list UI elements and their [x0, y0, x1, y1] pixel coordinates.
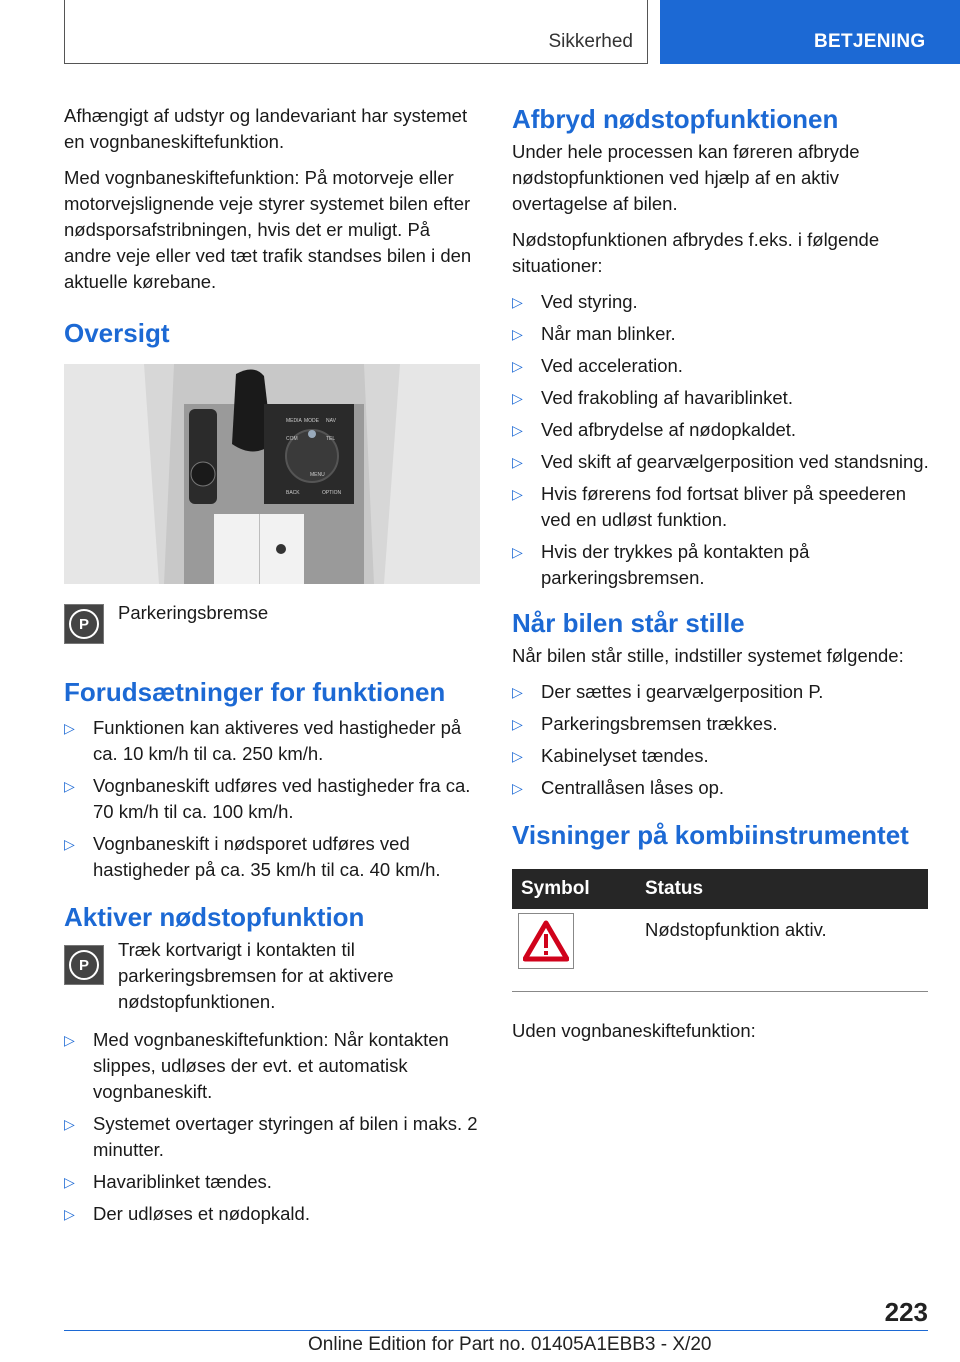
right-column: [512, 103, 930, 1054]
list-item: ▷ Vognbaneskift udføres ved hastigheder fra ca. 70 km/h til ca. 100 km/h.: [64, 775, 471, 822]
list-item: ▷ Ved frakobling af havariblinket.: [512, 385, 930, 411]
symbol-cell: [512, 909, 636, 992]
activate-heading: Aktiver nødstopfunktion: [64, 902, 365, 932]
warning-triangle-icon: [518, 913, 574, 969]
bullet-arrow-icon: ▷: [512, 294, 523, 310]
stopped-heading: Når bilen står stille: [512, 608, 745, 638]
activate-list: [64, 1027, 482, 1227]
list-item: ▷ Der sættes i gearvælgerposition P.: [512, 679, 930, 705]
page-number: 223: [884, 1297, 928, 1327]
header-box: [64, 0, 648, 64]
prerequisites-heading: Forudsætninger for funktionen: [64, 677, 446, 707]
cancel-heading: Afbryd nødstopfunktionen: [512, 104, 839, 134]
bullet-arrow-icon: ▷: [512, 486, 523, 502]
bullet-arrow-icon: ▷: [64, 836, 75, 852]
footer-edition: Online Edition for Part no. 01405A1EBB3 - X/20: [308, 1334, 712, 1355]
display-heading: Visninger på kombiinstrumentet: [512, 820, 909, 850]
bullet-arrow-icon: ▷: [512, 684, 523, 700]
stopped-paragraph: Når bilen står stille, indstiller systemet følgende:: [512, 645, 904, 666]
center-console-photo: [64, 364, 480, 584]
list-item: ▷ Parkeringsbremsen trækkes.: [512, 711, 930, 737]
bullet-arrow-icon: ▷: [64, 778, 75, 794]
list-item: ▷ Hvis der trykkes på kontakten på parkeringsbremsen.: [512, 541, 810, 588]
bullet-arrow-icon: ▷: [64, 720, 75, 736]
photo-label-menu: MENU: [310, 472, 325, 478]
indicator-table: [512, 869, 928, 992]
bullet-arrow-icon: ▷: [512, 544, 523, 560]
bullet-arrow-icon: ▷: [512, 422, 523, 438]
cancel-paragraph-1: Under hele processen kan føreren afbryde nødstopfunktionen ved hjælp af en aktiv overtagelse af bilen.: [512, 141, 860, 214]
stopped-list: [512, 679, 930, 801]
bullet-arrow-icon: ▷: [64, 1032, 75, 1048]
parking-brake-legend: [64, 604, 482, 644]
bullet-arrow-icon: ▷: [512, 326, 523, 342]
bullet-arrow-icon: ▷: [512, 454, 523, 470]
list-item: ▷ Ved skift af gearvælgerposition ved standsning.: [512, 449, 930, 475]
table-row: [512, 909, 928, 992]
intro-paragraph-2: Med vognbaneskiftefunktion: På motorveje eller motorvejslignende veje styrer systemet bilen efter nødsporsafstribningen, hvis det er muligt. På andre veje eller ved tæt trafik standses bilen i den aktuelle kørebane.: [64, 167, 472, 292]
bullet-arrow-icon: ▷: [64, 1174, 75, 1190]
left-column: [64, 103, 482, 1233]
photo-label-mode: MODE: [304, 418, 319, 424]
bullet-arrow-icon: ▷: [64, 1206, 75, 1222]
list-item: ▷ Med vognbaneskiftefunktion: Når kontakten slippes, udløses der evt. et automatisk vognbaneskift.: [64, 1029, 449, 1102]
list-item: ▷ Når man blinker.: [512, 321, 930, 347]
status-cell: Nødstopfunktion aktiv.: [636, 909, 928, 992]
bullet-arrow-icon: ▷: [512, 780, 523, 796]
table-header-symbol: Symbol: [512, 869, 636, 909]
list-item: ▷ Kabinelyset tændes.: [512, 743, 930, 769]
intro-paragraph-1: Afhængigt af udstyr og landevariant har systemet en vognbaneskiftefunktion.: [64, 105, 468, 152]
parking-brake-caption: Parkeringsbremse: [118, 602, 269, 623]
activate-instruction: [64, 937, 482, 1015]
no-lane-change-paragraph: Uden vognbaneskiftefunktion:: [512, 1020, 756, 1041]
photo-label-com: COM: [286, 436, 298, 442]
photo-label-nav: NAV: [326, 418, 336, 424]
list-item: ▷ Ved acceleration.: [512, 353, 930, 379]
bullet-arrow-icon: ▷: [512, 390, 523, 406]
cancel-list: [512, 289, 930, 591]
footer-divider: [64, 1330, 928, 1331]
chapter-tab[interactable]: BETJENING: [660, 0, 960, 64]
overview-heading: Oversigt: [64, 318, 170, 348]
parking-brake-icon: P: [64, 604, 104, 644]
photo-label-back: BACK: [286, 490, 300, 496]
list-item: ▷ Ved afbrydelse af nødopkaldet.: [512, 417, 930, 443]
prerequisites-list: [64, 715, 482, 883]
bullet-arrow-icon: ▷: [512, 716, 523, 732]
list-item: ▷ Havariblinket tændes.: [64, 1169, 482, 1195]
activate-text: Træk kortvarigt i kontakten til parkeringsbremsen for at aktivere nødstopfunktionen.: [118, 939, 394, 1012]
list-item: ▷ Der udløses et nødopkald.: [64, 1201, 482, 1227]
bullet-arrow-icon: ▷: [64, 1116, 75, 1132]
list-item: ▷ Ved styring.: [512, 289, 930, 315]
photo-label-media: MEDIA: [286, 418, 302, 424]
section-title: Sikkerhed: [548, 31, 633, 52]
list-item: ▷ Funktionen kan aktiveres ved hastigheder på ca. 10 km/h til ca. 250 km/h.: [64, 717, 462, 764]
parking-brake-icon: P: [64, 945, 104, 985]
photo-label-tel: TEL: [326, 436, 336, 442]
list-item: ▷ Systemet overtager styringen af bilen i maks. 2 minutter.: [64, 1113, 478, 1160]
cancel-paragraph-2: Nødstopfunktionen afbrydes f.eks. i følgende situationer:: [512, 229, 880, 276]
list-item: ▷ Centrallåsen låses op.: [512, 775, 930, 801]
photo-label-option: OPTION: [322, 490, 342, 496]
bullet-arrow-icon: ▷: [512, 748, 523, 764]
center-console-illustration: [64, 364, 480, 584]
list-item: ▷ Vognbaneskift i nødsporet udføres ved hastigheder på ca. 35 km/h til ca. 40 km/h.: [64, 833, 441, 880]
table-header-status: Status: [636, 869, 928, 909]
list-item: ▷ Hvis førerens fod fortsat bliver på speederen ved en udløst funktion.: [512, 483, 907, 530]
bullet-arrow-icon: ▷: [512, 358, 523, 374]
